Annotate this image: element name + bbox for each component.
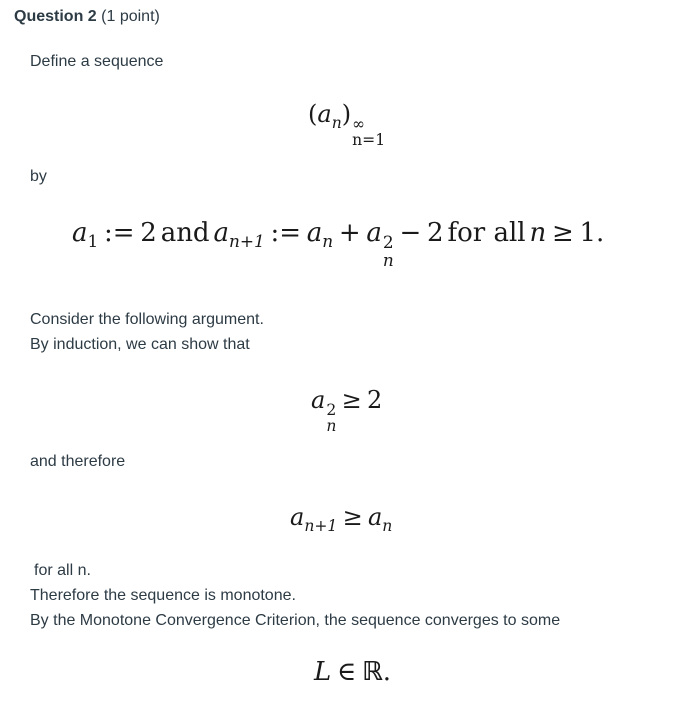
ineq2-lhs-sub: n+1 xyxy=(304,516,338,535)
rec-forall: for all xyxy=(447,218,526,248)
rec-a1: a xyxy=(72,218,88,248)
seq-sub: n xyxy=(331,113,342,132)
ineq1-rhs: 2 xyxy=(367,386,383,414)
ineq1-limits xyxy=(326,402,336,435)
rec-an-sub: n xyxy=(322,231,334,252)
seq-lower: n=1 xyxy=(352,130,386,149)
paren-open: ( xyxy=(308,100,318,128)
rec-two-2: 2 xyxy=(427,218,444,248)
rec-two-1: 2 xyxy=(140,218,157,248)
rec-a1-sub: 1 xyxy=(87,231,99,252)
math-ineq1 xyxy=(311,386,382,434)
seq-sup: ∞ xyxy=(352,114,366,133)
math-limit xyxy=(314,657,391,687)
seq-limits xyxy=(352,116,385,149)
limit-in: ∈ xyxy=(336,657,357,687)
math-ineq2 xyxy=(290,503,392,535)
rec-and: and xyxy=(160,218,210,248)
rec-n: n xyxy=(529,218,547,248)
text-consider: Consider the following argument. xyxy=(30,311,264,328)
limit-period: . xyxy=(382,657,392,687)
text-converges: By the Monotone Convergence Criterion, the sequence converges to some xyxy=(30,612,561,629)
ineq2-a1: a xyxy=(290,503,305,531)
rec-an: a xyxy=(306,218,323,248)
paren-close: ) xyxy=(341,100,352,128)
math-sequence xyxy=(308,100,385,148)
rec-assign-2: := xyxy=(270,218,302,248)
question-points: (1 point) xyxy=(101,8,160,25)
ineq2-rhs-sub: n xyxy=(382,516,393,535)
rec-anext-sub: n+1 xyxy=(228,231,265,252)
rec-minus: − xyxy=(399,218,422,248)
rec-assign-1: := xyxy=(103,218,135,248)
rec-sq: 2 xyxy=(382,232,394,253)
question-title: Question 2 xyxy=(14,8,97,25)
ineq1-a: a xyxy=(311,386,326,414)
text-monotone: Therefore the sequence is monotone. xyxy=(30,587,296,604)
text-induction: By induction, we can show that xyxy=(30,336,250,353)
rec-ansq-limits xyxy=(383,234,394,270)
text-for-all-n: for all n. xyxy=(34,562,91,579)
math-recurrence xyxy=(72,218,604,270)
limit-R: ℝ xyxy=(361,657,383,687)
limit-L: L xyxy=(314,657,332,687)
ineq1-geq: ≥ xyxy=(341,386,362,414)
text-therefore-and: and therefore xyxy=(30,453,126,470)
rec-one: 1. xyxy=(579,218,605,248)
ineq2-geq: ≥ xyxy=(342,503,363,531)
ineq1-sub: n xyxy=(326,416,337,435)
rec-plus: + xyxy=(338,218,361,248)
text-by: by xyxy=(30,168,47,185)
seq-base: a xyxy=(317,100,332,128)
ineq2-a2: a xyxy=(367,503,383,531)
rec-geq: ≥ xyxy=(551,218,574,248)
rec-ansq: a xyxy=(366,218,382,248)
rec-ansq-sub: n xyxy=(382,249,394,270)
ineq1-sq: 2 xyxy=(326,400,337,419)
rec-anext: a xyxy=(213,218,229,248)
text-define: Define a sequence xyxy=(30,53,164,70)
question-header xyxy=(14,8,160,26)
